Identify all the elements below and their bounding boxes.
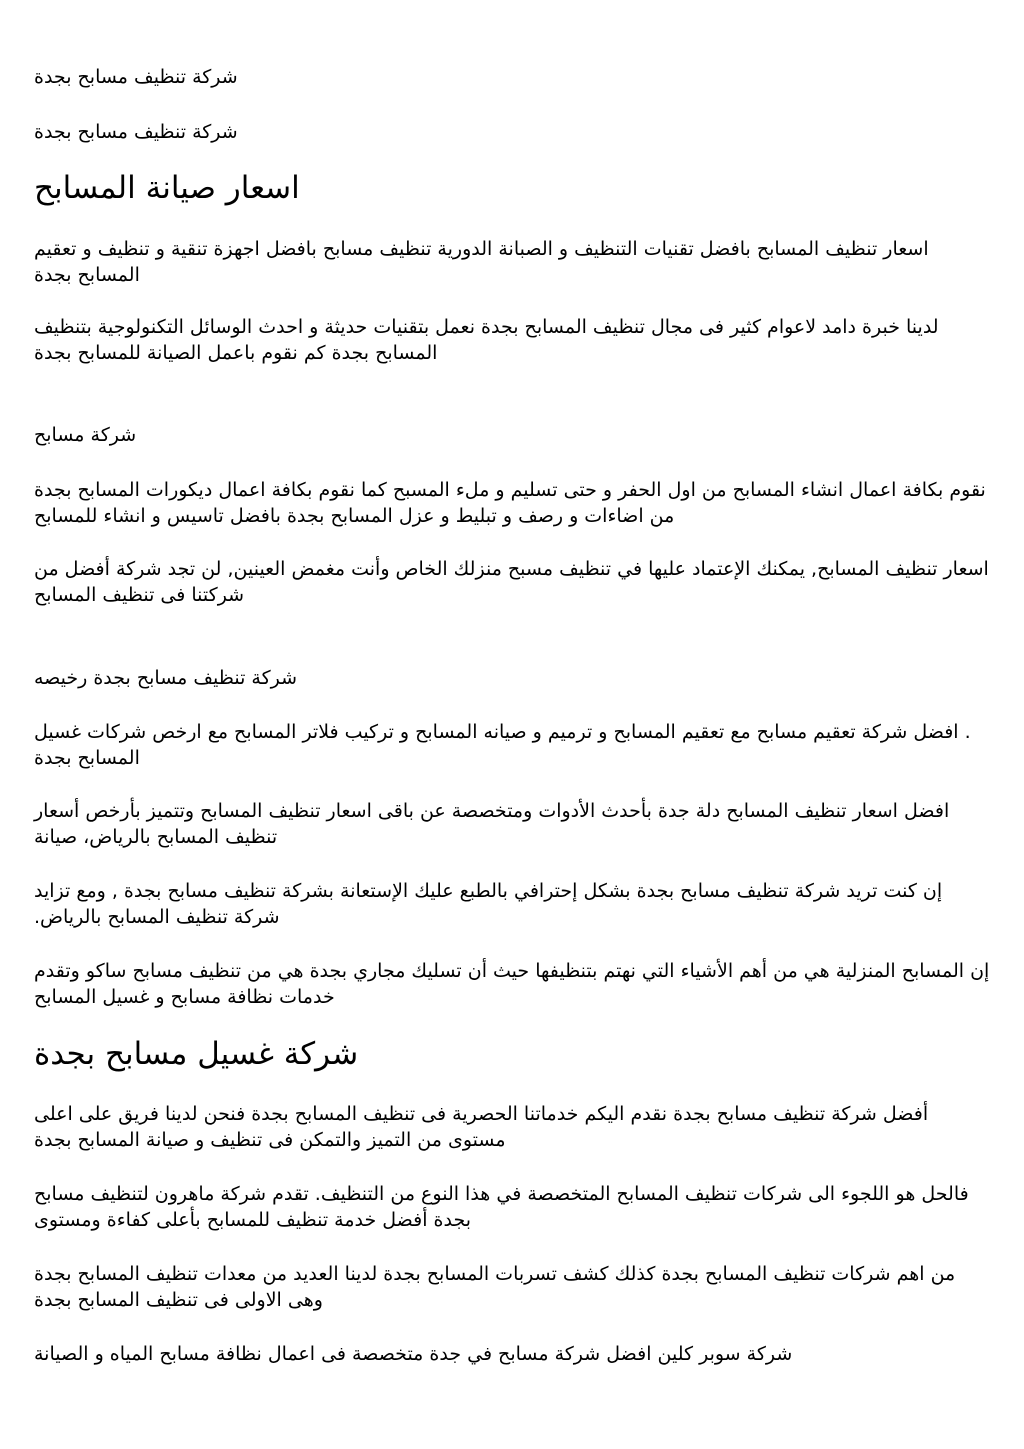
- paragraph-9: . افضل شركة تعقيم مسابح مع تعقيم المسابح و ترميم و صيانه المسابح و تركيب فلاتر المسابح مع ارخص شركات غسيل المسابح بجدة: [34, 721, 971, 769]
- paragraph-6: نقوم بكافة اعمال انشاء المسابح من اول الحفر و حتى تسليم و ملء المسبح كما نقوم بكافة اعمال ديكورات المسابح بجدة من اضاءات و رصف و تبليط و عزل المسابح بجدة بافضل تاسيس و انشاء للمسابح: [34, 479, 986, 527]
- paragraph-2: شركة تنظيف مسابح بجدة: [34, 121, 238, 143]
- paragraph-13: أفضل شركة تنظيف مسابح بجدة نقدم اليكم خدماتنا الحصرية فى تنظيف المسابح بجدة فنحن لدينا فريق على اعلى مستوى من التميز والتمكن فى تنظيف و صيانة المسابح بجدة: [34, 1103, 929, 1151]
- heading-pool-washing-company: شركة غسيل مسابح بجدة: [34, 1036, 359, 1072]
- paragraph-11: إن كنت تريد شركة تنظيف مسابح بجدة بشكل إحترافي بالطبع عليك الإستعانة بشركة تنظيف مسابح بجدة , ومع تزايد شركة تنظيف المسابح بالرياض.: [34, 880, 943, 928]
- heading-pool-maintenance-prices: اسعار صيانة المسابح: [34, 170, 300, 206]
- paragraph-14: فالحل هو اللجوء الى شركات تنظيف المسابح المتخصصة في هذا النوع من التنظيف. تقدم شركة ماهرون لتنظيف مسابح بجدة أفضل خدمة تنظيف للمسابح بأعلى كفاءة ومستوى: [34, 1183, 969, 1231]
- paragraph-3: اسعار تنظيف المسابح بافضل تقنيات التنظيف و الصبانة الدورية تنظيف مسابح بافضل اجهزة تنقية و تنظيف و تعقيم المسابح بجدة: [34, 238, 929, 286]
- paragraph-10: افضل اسعار تنظيف المسابح دلة جدة بأحدث الأدوات ومتخصصة عن باقى اسعار تنظيف المسابح وتتميز بأرخص أسعار تنظيف المسابح بالرياض، صيانة: [34, 800, 950, 848]
- paragraph-4: لدينا خبرة دامد لاعوام كثير فى مجال تنظيف المسابح بجدة نعمل بتقنيات حديثة و احدث الوسائل التكنولوجية بتنظيف المسابح بجدة كم نقوم باعمل الصيانة للمسابح بجدة: [34, 316, 939, 364]
- paragraph-5: شركة مسابح: [34, 424, 137, 446]
- paragraph-7: اسعار تنظيف المسابح, يمكنك الإعتماد عليها في تنظيف مسبح منزلك الخاص وأنت مغمض العينين, لن تجد شركة أفضل من شركتنا فى تنظيف المسابح: [34, 558, 989, 606]
- paragraph-8: شركة تنظيف مسابح بجدة رخيصه: [34, 667, 298, 689]
- paragraph-12: إن المسابح المنزلية هي من أهم الأشياء التي نهتم بتنظيفها حيث أن تسليك مجاري بجدة هي من تنظيف مسابح ساكو وتقدم خدمات نظافة مسابح و غسيل المسابح: [34, 960, 990, 1008]
- paragraph-1: شركة تنظيف مسابح بجدة: [34, 66, 238, 88]
- paragraph-15: من اهم شركات تنظيف المسابح بجدة كذلك كشف تسربات المسابح بجدة لدينا العديد من معدات تنظيف المسابح بجدة وهى الاولى فى تنظيف المسابح بجدة: [34, 1263, 956, 1311]
- paragraph-16: شركة سوبر كلين افضل شركة مسابح في جدة متخصصة فى اعمال نظافة مسابح المياه و الصيانة: [34, 1343, 793, 1365]
